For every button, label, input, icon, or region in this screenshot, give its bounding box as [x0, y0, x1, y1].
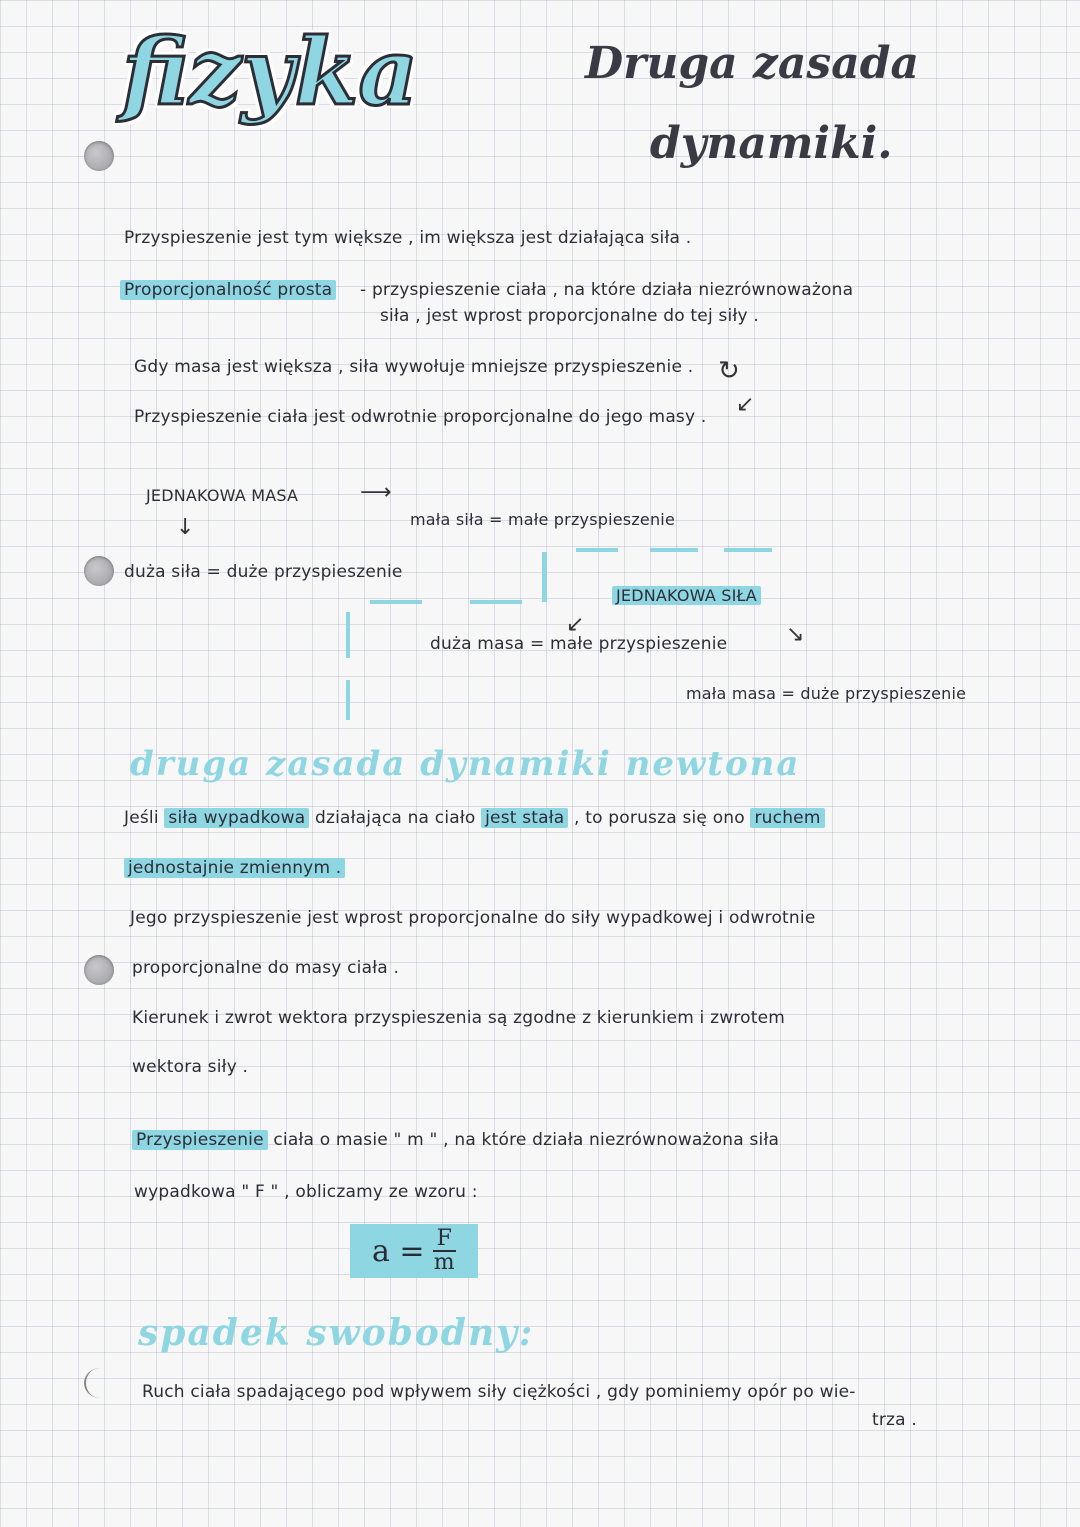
p2-line-1: Jego przyspieszenie jest wprost proporcjonalne do siły wypadkowej i odwrotnie — [130, 908, 816, 928]
vbar-3 — [346, 680, 350, 720]
formula-denominator: m — [433, 1250, 455, 1275]
formula-line-1 — [132, 1130, 779, 1150]
dash-5 — [470, 600, 522, 604]
down-arrow-icon: ↓ — [176, 515, 195, 540]
small-back-arrow-icon: ↙ — [736, 392, 755, 417]
dash-2 — [650, 548, 698, 552]
p1-a: Jeśli — [124, 808, 159, 828]
same-mass-label: JEDNAKOWA MASA — [146, 486, 299, 505]
binder-hole-2 — [84, 556, 114, 586]
topic-title-line2: dynamiki. — [650, 118, 893, 169]
formula-line-2: wypadkowa " F " , obliczamy ze wzoru : — [134, 1182, 478, 1202]
binder-hole-1 — [84, 141, 114, 171]
down-right-arrow-icon: ↘ — [786, 622, 805, 647]
dash-1 — [576, 548, 618, 552]
binder-hole-4 — [84, 1368, 116, 1398]
free-fall-heading: spadek swobodny: — [138, 1312, 535, 1354]
topic-title-line1: Druga zasada — [585, 38, 919, 89]
formula-line1-rest: ciała o masie " m " , na które działa niezrównoważona siła — [273, 1130, 780, 1150]
definition-line-2: siła , jest wprost proporcjonalne do tej siły . — [380, 306, 759, 326]
cycle-arrows-icon: ↻ — [718, 356, 740, 386]
formula-numerator: F — [433, 1228, 456, 1252]
small-mass-label: mała masa = duże przyspieszenie — [686, 684, 967, 703]
right-arrow-icon: ⟶ — [360, 480, 392, 505]
p1-line-2: jednostajnie zmiennym . — [124, 858, 345, 878]
p3-line-2: wektora siły . — [132, 1057, 249, 1077]
big-force-label: duża siła = duże przyspieszenie — [124, 562, 403, 582]
binder-hole-3 — [84, 955, 114, 985]
term-proportionality: Proporcjonalność prosta — [120, 280, 336, 300]
free-fall-line-2: trza . — [872, 1410, 918, 1430]
intro-line-3: Przyspieszenie ciała jest odwrotnie proporcjonalne do jego masy . — [134, 407, 707, 427]
p1-highlight-2: jest stała — [481, 808, 568, 828]
vbar-1 — [542, 552, 547, 602]
small-force-label: mała siła = małe przyspieszenie — [410, 510, 675, 529]
p1-highlight-3: ruchem — [750, 808, 824, 828]
subject-title: fizyka — [122, 18, 418, 126]
newton-heading: druga zasada dynamiki newtona — [130, 744, 801, 784]
dash-3 — [724, 548, 772, 552]
intro-line-2: Gdy masa jest większa , siła wywołuje mniejsze przyspieszenie . — [134, 357, 694, 377]
formula-box — [350, 1224, 478, 1278]
big-mass-label: duża masa = małe przyspieszenie — [430, 634, 728, 654]
formula-fraction — [433, 1228, 456, 1274]
formula-hl-word: Przyspieszenie — [132, 1130, 268, 1150]
intro-line-1: Przyspieszenie jest tym większe , im większa jest działająca siła . — [124, 228, 692, 248]
free-fall-line-1: Ruch ciała spadającego pod wpływem siły ciężkości , gdy pominiemy opór po wie- — [142, 1382, 856, 1402]
p1-b: działająca na ciało — [314, 808, 476, 828]
newton-paragraph-1 — [124, 808, 825, 828]
definition-line-1: - przyspieszenie ciała , na które działa niezrównoważona — [360, 280, 854, 300]
p3-line-1: Kierunek i zwrot wektora przyspieszenia są zgodne z kierunkiem i zwrotem — [132, 1008, 786, 1028]
same-force-label: JEDNAKOWA SIŁA — [612, 586, 761, 605]
vbar-2 — [346, 612, 350, 658]
dash-4 — [370, 600, 422, 604]
p2-line-2: proporcjonalne do masy ciała . — [132, 958, 400, 978]
p1-highlight-1: siła wypadkowa — [164, 808, 309, 828]
left-arrow-icon: ↙ — [566, 612, 585, 637]
p1-c: , to porusza się ono — [574, 808, 745, 828]
formula-lhs: a = — [372, 1233, 425, 1269]
